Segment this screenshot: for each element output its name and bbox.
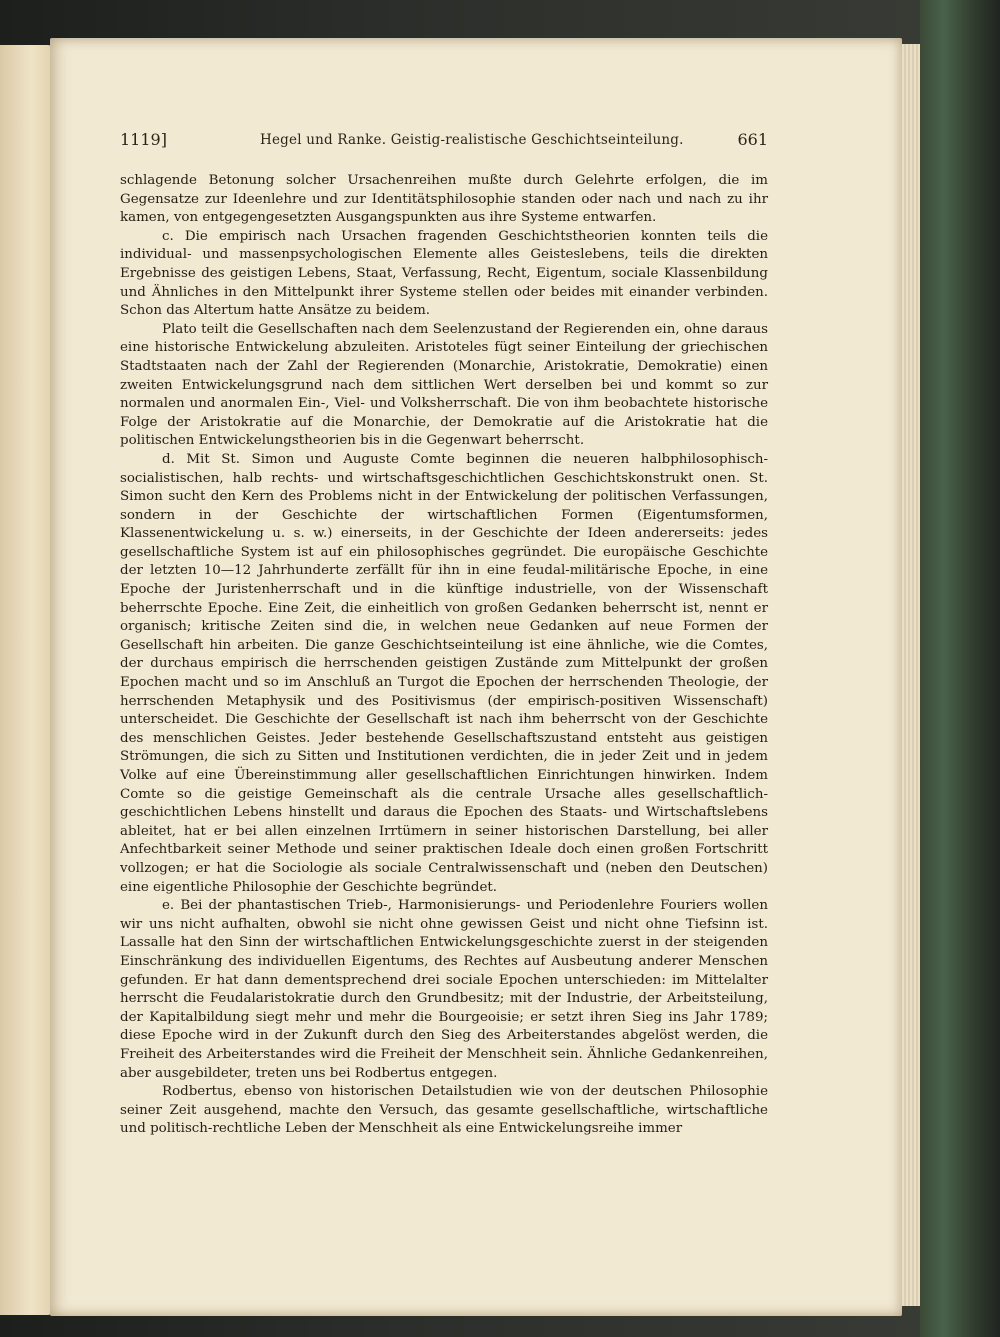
paragraph: e. Bei der phantastischen Trieb-, Harmonisierungs- und Periodenlehre Fouriers wollen wir uns nicht aufhalten, obwohl sie nicht ohne gewissen Geist und nicht ohne Tiefsinn ist. Lassalle hat den Sinn der wirtschaftlichen Entwickelungsgeschichte zuerst in der steigenden Einschränkung des individuellen Eigentums, des Rechtes auf Ausbeutung anderer Menschen gefunden. Er hat dann dementsprechend drei sociale Epochen unterschieden: im Mittelalter herrscht die Feudalaristokratie durch den Grundbesitz; mit der Industrie, der Arbeitsteilung, der Kapitalbildung siegt mehr und mehr die Bourgeoisie; er setzt ihren Sieg ins Jahr 1789; diese Epoche wird in der Zukunft durch den Sieg des Arbeiterstandes abgelöst werden, die Freiheit des Arbeiterstandes wird die Freiheit der Menschheit sein. Ähnliche Gedankenreihen, aber ausgebildeter, treten uns bei Rodbertus entgegen.	[120, 898, 768, 1081]
page-stack-edges	[902, 44, 920, 1306]
paragraph: Plato teilt die Gesellschaften nach dem Seelenzustand der Regierenden ein, ohne daraus eine historische Entwickelung abzuleiten. Aristoteles fügt seiner Einteilung der griechischen Stadtstaaten nach der Zahl der Regierenden (Monarchie, Aristokratie, Demokratie) einen zweiten Entwickelungsgrund nach dem sittlichen Wert derselben bei und kommt so zur normalen und anormalen Ein-, Viel- und Volksherrschaft. Die von ihm beobachtete historische Folge der Aristokratie auf die Monarchie, der Demokratie auf die Aristokratie hat die politischen Entwickelungstheorien bis in die Gegenwart beherrscht.	[120, 321, 768, 449]
paragraph: d. Mit St. Simon und Auguste Comte beginnen die neueren halbphilosophisch-socialistischen, halb rechts- und wirtschaftsgeschichtlichen Geschichtskonstrukt onen. St. Simon sucht den Kern des Problems nicht in der Entwickelung der politischen Verfassungen, sondern in der Geschichte der wirtschaftlichen Formen (Eigentumsformen, Klassenentwickelung u. s. w.) einerseits, in der Geschichte der Ideen andererseits: jedes gesellschaftliche System ist auf ein philosophisches gegründet. Die europäische Geschichte der letzten 10—12 Jahrhunderte zerfällt für ihn in eine feudal-militärische Epoche, in eine Epoche der Juristenherrschaft und in die künftige industrielle, von der Wissenschaft beherrschte Epoche. Eine Zeit, die einheitlich von großen Gedanken beherrscht ist, nennt er organisch; kritische Zeiten sind die, in welchen neue Gedanken auf neue Formen der Gesellschaft hin arbeiten. Die ganze Geschichtseinteilung ist eine ähnliche, wie die Comtes, der durchaus empirisch die herrschenden geistigen Zustände zum Mittelpunkt der großen Epochen macht und so im Anschluß an Turgot die Epochen der herrschenden Theologie, der herrschenden Metaphysik und des Positivismus (der empirisch-positiven Wissenschaft) unterscheidet. Die Geschichte der Gesellschaft ist nach ihm beherrscht von der Geschichte des menschlichen Geistes. Jeder bestehende Gesellschaftszustand entsteht aus geistigen Strömungen, die sich zu Sitten und Institutionen verdichten, die in jeder Zeit und in jedem Volke auf eine Übereinstimmung aller gesellschaftlichen Einrichtungen hinwirken. Indem Comte so die geistige Gemeinschaft als die centrale Ursache alles gesellschaftlich-geschichtlichen Lebens hinstellt und daraus die Epochen des Staats- und Wirtschaftslebens ableitet, hat er bei allen einzelnen Irrtümern in seiner historischen Darstellung, bei aller Anfechtbarkeit seiner Methode und seiner praktischen Ideale doch einen großen Fortschritt vollzogen; er hat die Sociologie als sociale Centralwissenschaft und (neben den Deutschen) eine eigentliche Philosophie der Geschichte begründet.	[120, 451, 768, 895]
paragraph: schlagende Betonung solcher Ursachenreihen mußte durch Gelehrte erfolgen, die im Gegensatze zur Ideenlehre und zur Identitätsphilosophie standen oder nach und nach zu ihr kamen, von entgegengesetzten Ausgangspunkten aus ihre Systeme entwarfen.	[120, 173, 768, 226]
running-title: Hegel und Ranke. Geistig-realistische Geschichtseinteilung.	[260, 132, 684, 148]
left-page-edge	[0, 45, 52, 1315]
section-number: 1119]	[120, 130, 167, 149]
paragraph: Rodbertus, ebenso von historischen Detailstudien wie von der deutschen Philosophie seiner Zeit ausgehend, machte den Versuch, das gesamte gesellschaftliche, wirtschaftliche und politisch-rechtliche Leben der Menschheit als eine Entwickelungsreihe immer	[120, 1084, 768, 1137]
paragraph: c. Die empirisch nach Ursachen fragenden Geschichtstheorien konnten teils die individual- und massenpsychologischen Elemente alles Geisteslebens, teils die direkten Ergebnisse des geistigen Lebens, Staat, Verfassung, Recht, Eigentum, sociale Klassenbildung und Ähnliches in den Mittelpunkt ihrer Systeme stellen oder beides mit einander verbinden. Schon das Altertum hatte Ansätze zu beidem.	[120, 228, 768, 319]
body-text	[120, 172, 768, 1139]
running-head	[120, 130, 768, 156]
book-cover-edge	[920, 0, 1000, 1337]
page-number: 661	[737, 130, 768, 149]
